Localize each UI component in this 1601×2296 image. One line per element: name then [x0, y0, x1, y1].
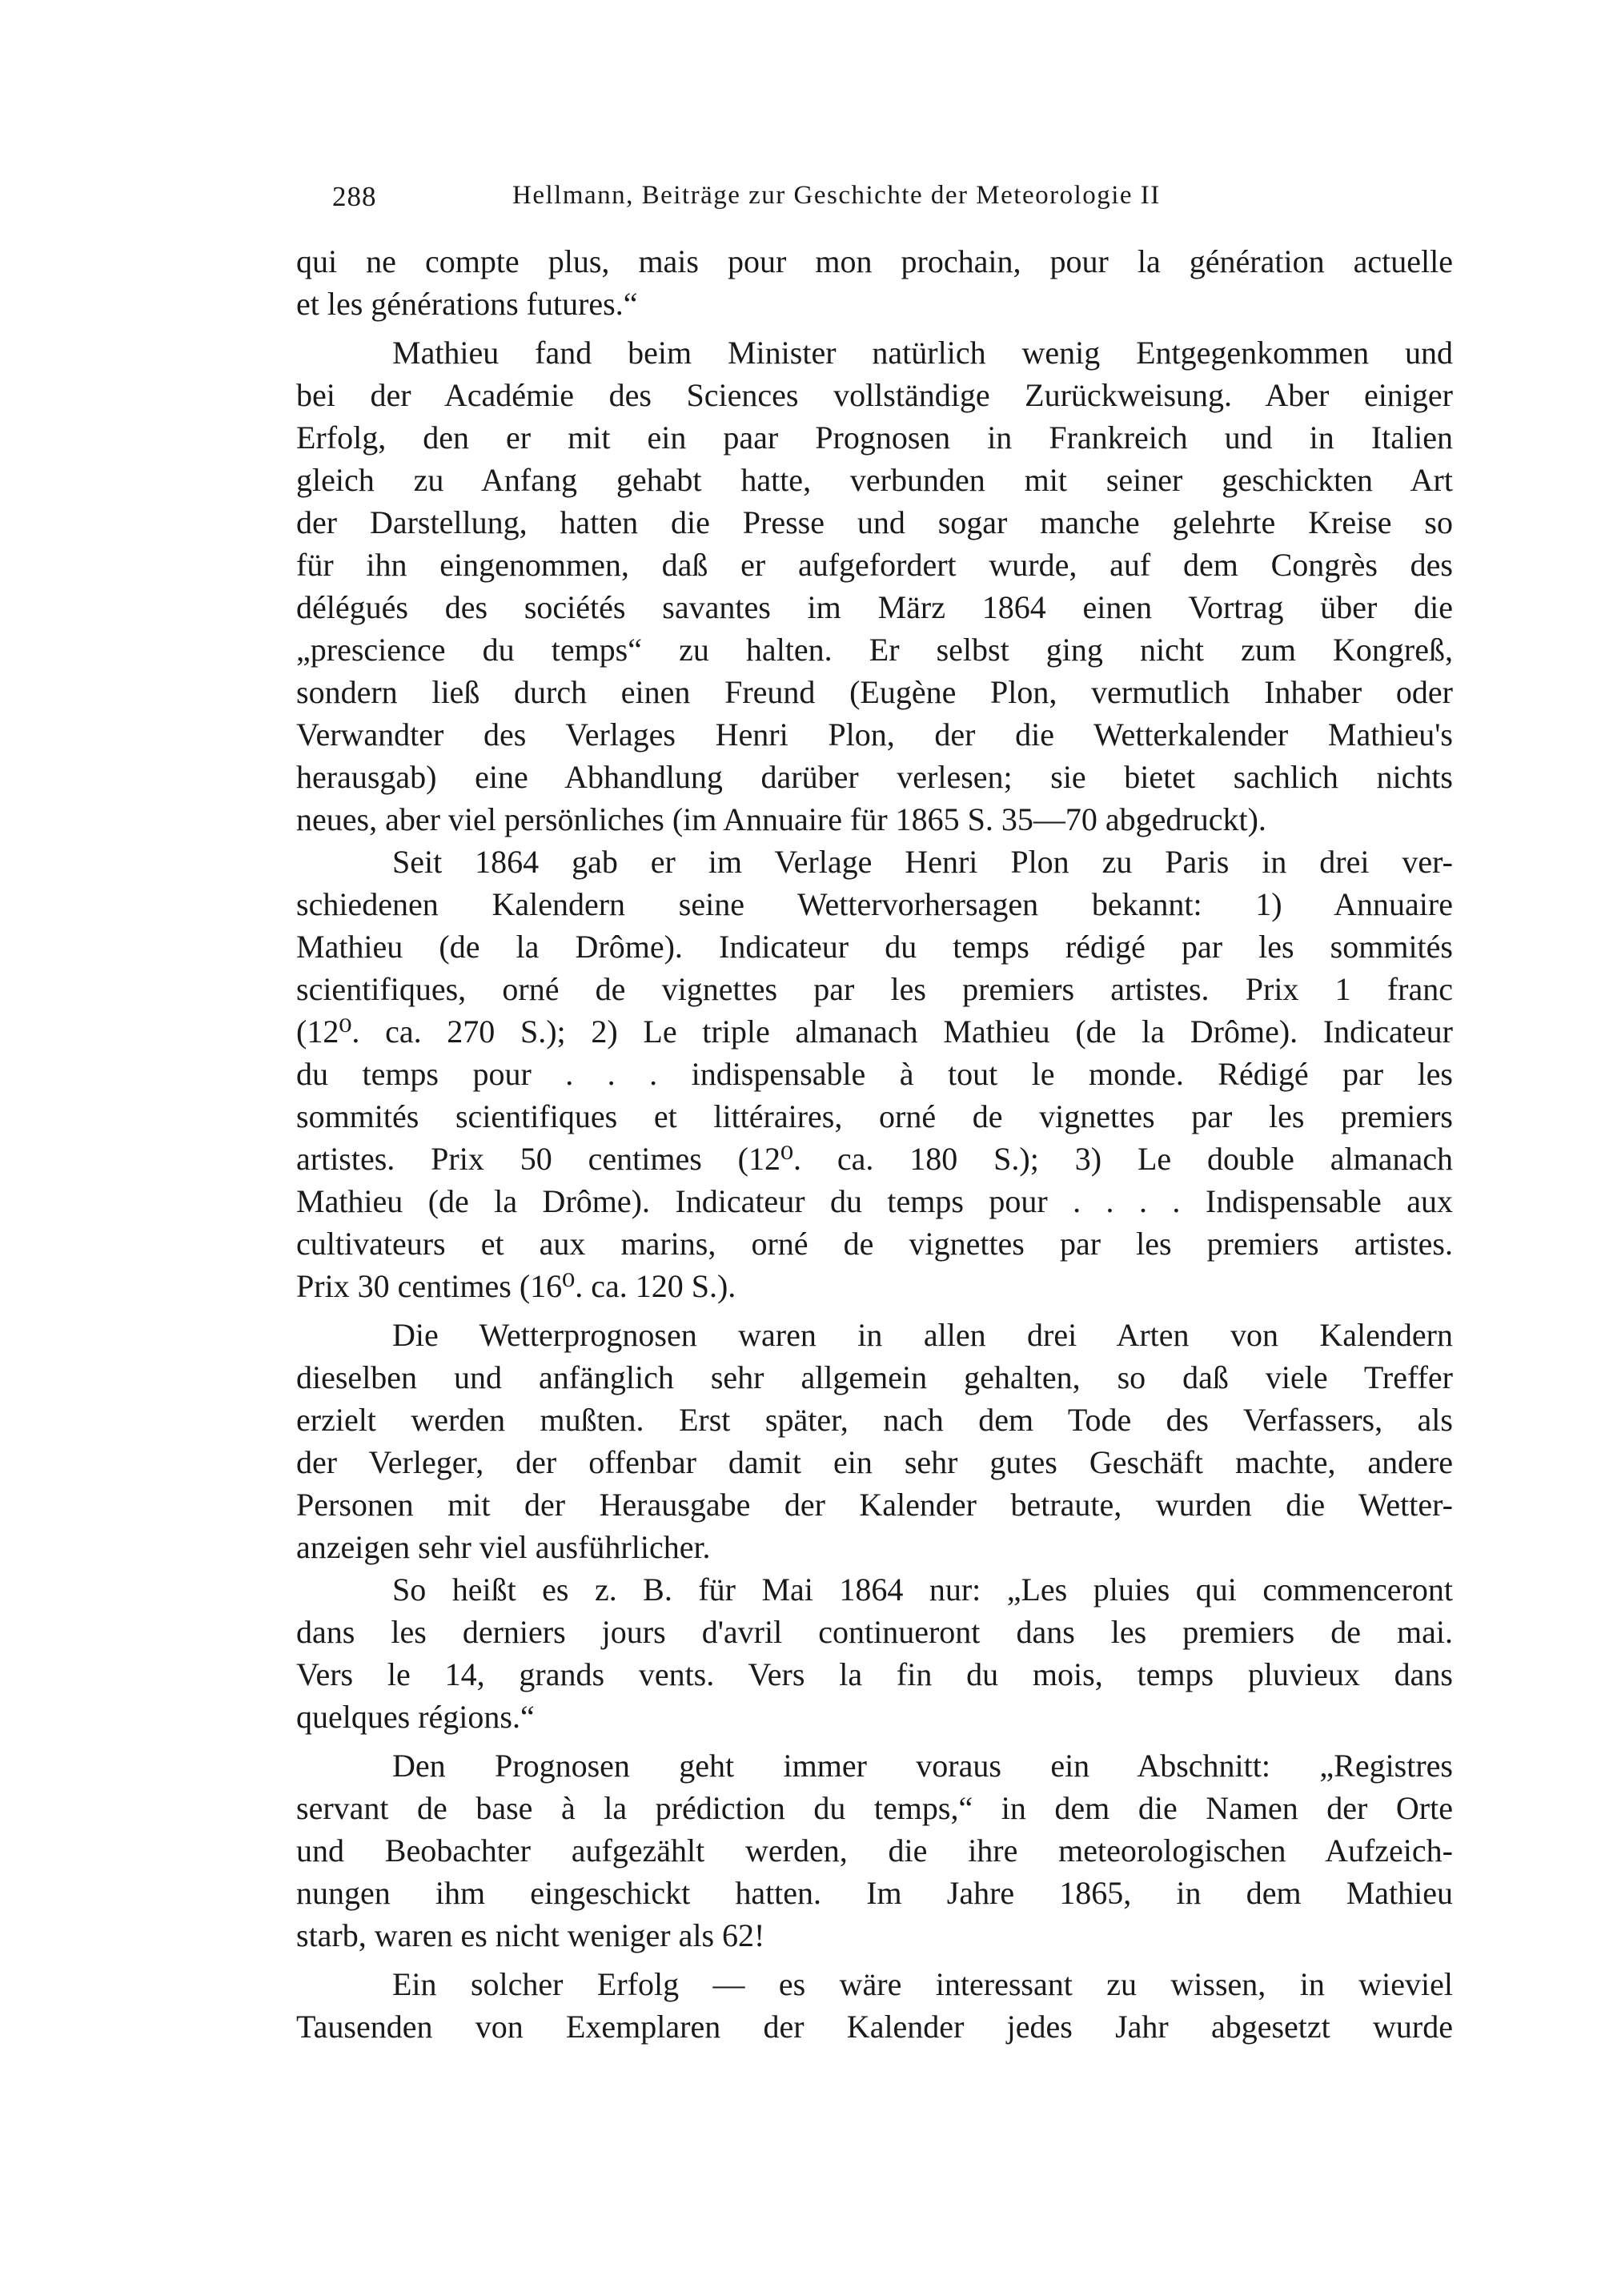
text-line: cultivateurs et aux marins, orné de vignettes par les premiers artistes. — [296, 1226, 1453, 1262]
text-line: Personen mit der Herausgabe der Kalender betraute, wurden die Wetter- — [296, 1487, 1453, 1523]
text-line: gleich zu Anfang gehabt hatte, verbunden mit seiner geschickten Art — [296, 462, 1453, 498]
text-line: délégués des sociétés savantes im März 1864 einen Vortrag über die — [296, 589, 1453, 625]
body-text — [296, 240, 1453, 2048]
text-line: dans les derniers jours d'avril continueront dans les premiers de mai. — [296, 1614, 1453, 1650]
text-line: Die Wetterprognosen waren in allen drei Arten von Kalendern — [392, 1317, 1453, 1353]
text-line: sommités scientifiques et littéraires, orné de vignettes par les premiers — [296, 1098, 1453, 1134]
running-title: Hellmann, Beiträge zur Geschichte der Meteorologie II — [512, 181, 1161, 210]
text-line: qui ne compte plus, mais pour mon prochain, pour la génération actuelle — [296, 243, 1453, 279]
text-line: Ein solcher Erfolg — es wäre interessant zu wissen, in wieviel — [392, 1966, 1453, 2002]
text-line: servant de base à la prédiction du temps,“ in dem die Namen der Orte — [296, 1790, 1453, 1826]
text-line: „prescience du temps“ zu halten. Er selbst ging nicht zum Kongreß, — [296, 632, 1453, 668]
text-line: Mathieu (de la Drôme). Indicateur du temps pour . . . . Indispensable aux — [296, 1183, 1453, 1219]
text-line: Seit 1864 gab er im Verlage Henri Plon zu Paris in drei ver- — [392, 844, 1453, 880]
text-line: Tausenden von Exemplaren der Kalender jedes Jahr abgesetzt wurde — [296, 2009, 1453, 2045]
text-line: Prix 30 centimes (16⁰. ca. 120 S.). — [296, 1268, 736, 1304]
text-line: für ihn eingenommen, daß er aufgefordert wurde, auf dem Congrès des — [296, 547, 1453, 583]
text-line: Mathieu (de la Drôme). Indicateur du temps rédigé par les sommités — [296, 929, 1453, 965]
text-line: Vers le 14, grands vents. Vers la fin du mois, temps pluvieux dans — [296, 1656, 1453, 1692]
text-line: und Beobachter aufgezählt werden, die ihre meteorologischen Aufzeich- — [296, 1832, 1453, 1869]
text-line: et les générations futures.“ — [296, 286, 638, 322]
text-line: Erfolg, den er mit ein paar Prognosen in Frankreich und in Italien — [296, 419, 1453, 456]
text-line: der Verleger, der offenbar damit ein sehr gutes Geschäft machte, andere — [296, 1444, 1453, 1480]
text-line: schiedenen Kalendern seine Wettervorhersagen bekannt: 1) Annuaire — [296, 886, 1453, 922]
text-line: Den Prognosen geht immer voraus ein Abschnitt: „Registres — [392, 1748, 1453, 1784]
text-line: nungen ihm eingeschickt hatten. Im Jahre 1865, in dem Mathieu — [296, 1875, 1453, 1911]
text-line: Mathieu fand beim Minister natürlich wenig Entgegenkommen und — [392, 335, 1453, 371]
text-line: sondern ließ durch einen Freund (Eugène Plon, vermutlich Inhaber oder — [296, 674, 1453, 710]
text-line: neues, aber viel persönliches (im Annuaire für 1865 S. 35—70 abgedruckt). — [296, 801, 1266, 837]
text-line: Verwandter des Verlages Henri Plon, der die Wetterkalender Mathieu's — [296, 716, 1453, 753]
text-line: herausgab) eine Abhandlung darüber verlesen; sie bietet sachlich nichts — [296, 759, 1453, 795]
text-line: (12⁰. ca. 270 S.); 2) Le triple almanach Mathieu (de la Drôme). Indicateur — [296, 1014, 1453, 1050]
text-line: dieselben und anfänglich sehr allgemein gehalten, so daß viele Treffer — [296, 1359, 1453, 1395]
text-line: artistes. Prix 50 centimes (12⁰. ca. 180 S.); 3) Le double almanach — [296, 1141, 1453, 1177]
text-line: anzeigen sehr viel ausführlicher. — [296, 1529, 711, 1565]
text-line: scientifiques, orné de vignettes par les premiers artistes. Prix 1 franc — [296, 971, 1453, 1007]
text-line: starb, waren es nicht weniger als 62! — [296, 1917, 765, 1953]
text-line: erzielt werden mußten. Erst später, nach dem Tode des Verfassers, als — [296, 1402, 1453, 1438]
text-line: quelques régions.“ — [296, 1699, 535, 1735]
text-line: bei der Académie des Sciences vollständige Zurückweisung. Aber einiger — [296, 377, 1453, 413]
page-number: 288 — [332, 181, 377, 212]
text-line: der Darstellung, hatten die Presse und sogar manche gelehrte Kreise so — [296, 504, 1453, 540]
page-header — [332, 181, 1453, 229]
text-line: So heißt es z. B. für Mai 1864 nur: „Les pluies qui commenceront — [392, 1571, 1453, 1608]
text-line: du temps pour . . . indispensable à tout le monde. Rédigé par les — [296, 1056, 1453, 1092]
